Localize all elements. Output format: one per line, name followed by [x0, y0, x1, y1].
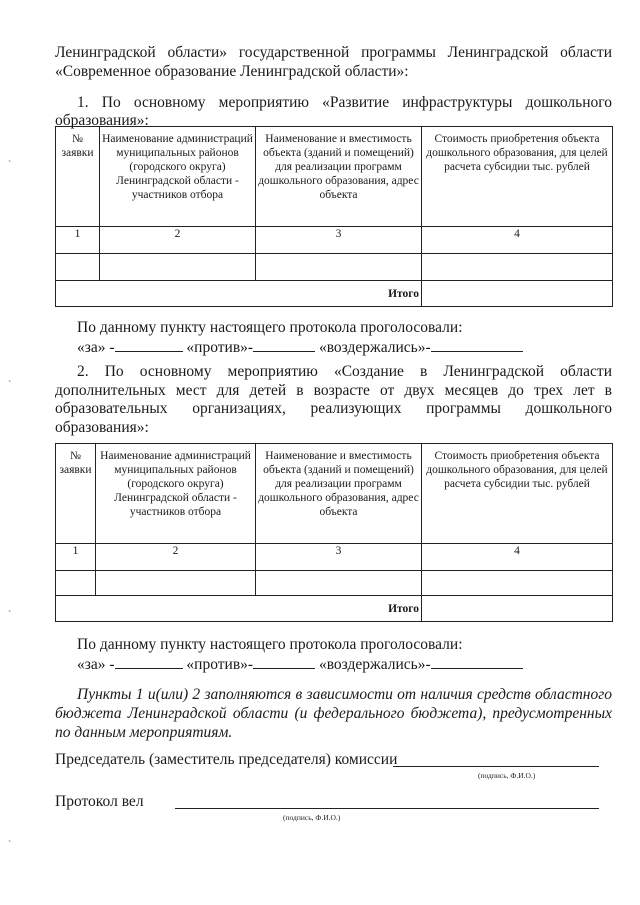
total-label: Итого: [56, 281, 422, 307]
protocol-signature-line[interactable]: [175, 808, 599, 809]
column-number-2: 2: [100, 227, 256, 254]
section2-heading-cont-3: образования»:: [55, 419, 149, 436]
table-cell: [56, 571, 96, 596]
table-cell: [422, 571, 613, 596]
vote-for-label: «за» -: [77, 339, 115, 356]
scan-mark: `: [8, 840, 12, 851]
vote-line-2: [77, 654, 523, 674]
vote-abstained-label: «воздержались»-: [318, 339, 431, 356]
vote-against-blank[interactable]: [253, 654, 315, 669]
note: Пункты 1 и(или) 2 заполняются в зависимости от наличия средств областного бюджета Ленинградской области (и федерального бюджета), предусмотренных по данным мероприятиям.: [55, 686, 612, 741]
total-value: [422, 281, 613, 307]
vote-intro-2: По данному пункту настоящего протокола проголосовали:: [77, 636, 463, 653]
section2-heading: 2. По основному мероприятию «Создание в Ленинградской области: [77, 363, 612, 380]
table-cell: [56, 254, 100, 281]
header-object-name: Наименование и вместимость объекта (зданий и помещений) для реализации программ дошкольного образования, адрес объекта: [256, 127, 422, 227]
vote-for-label: «за» -: [77, 656, 115, 673]
table-1-empty-row: [56, 254, 613, 281]
table-2-total-row: [56, 596, 613, 622]
column-number-4: 4: [422, 227, 613, 254]
table-cell: [256, 571, 422, 596]
section1-heading-cont: образования»:: [55, 112, 149, 129]
vote-against-blank[interactable]: [253, 337, 315, 352]
table-cell: [96, 571, 256, 596]
table-1-header-row: [56, 127, 613, 227]
table-2-empty-row: [56, 571, 613, 596]
chairman-label: Председатель (заместитель председателя) комиссии: [55, 751, 398, 768]
vote-against-label: «против»-: [186, 339, 254, 356]
total-value: [422, 596, 613, 622]
intro-line-2: «Современное образование Ленинградской области»:: [55, 63, 409, 80]
header-administration-name: Наименование администраций муниципальных районов (городского округа) Ленинградской области - участников отбора: [96, 444, 256, 544]
vote-line-1: [77, 337, 523, 357]
table-2: [55, 443, 613, 622]
vote-against-label: «против»-: [186, 656, 254, 673]
table-cell: [100, 254, 256, 281]
vote-abstained-label: «воздержались»-: [318, 656, 431, 673]
table-cell: [256, 254, 422, 281]
protocol-caption: (подпись, Ф.И.О.): [283, 813, 341, 822]
column-number-3: 3: [256, 227, 422, 254]
total-label: Итого: [56, 596, 422, 622]
chairman-caption: (подпись, Ф.И.О.): [478, 771, 536, 780]
column-number-1: 1: [56, 544, 96, 571]
section2-heading-cont-2: образовательных организациях, реализующих программы дошкольного: [55, 400, 612, 417]
header-application-number: № заявки: [56, 444, 96, 544]
vote-abstained-blank[interactable]: [431, 654, 523, 669]
column-number-3: 3: [256, 544, 422, 571]
scan-mark: `: [8, 380, 12, 391]
column-number-2: 2: [96, 544, 256, 571]
vote-abstained-blank[interactable]: [431, 337, 523, 352]
header-cost: Стоимость приобретения объекта дошкольного образования, для целей расчета субсидии тыс. рублей: [422, 127, 613, 227]
column-number-4: 4: [422, 544, 613, 571]
column-number-1: 1: [56, 227, 100, 254]
intro-line-1: Ленинградской области» государственной программы Ленинградской области: [55, 44, 612, 61]
section1-heading: 1. По основному мероприятию «Развитие инфраструктуры дошкольного: [77, 94, 612, 111]
table-1: [55, 126, 613, 307]
header-cost: Стоимость приобретения объекта дошкольного образования, для целей расчета субсидии тыс. рублей: [422, 444, 613, 544]
header-object-name: Наименование и вместимость объекта (зданий и помещений) для реализации программ дошкольного образования, адрес объекта: [256, 444, 422, 544]
vote-for-blank[interactable]: [115, 337, 183, 352]
table-2-number-row: [56, 544, 613, 571]
header-application-number: № заявки: [56, 127, 100, 227]
header-administration-name: Наименование администраций муниципальных районов (городского округа) Ленинградской области - участников отбора: [100, 127, 256, 227]
scan-mark: `: [8, 610, 12, 621]
table-1-number-row: [56, 227, 613, 254]
protocol-label: Протокол вел: [55, 793, 144, 810]
table-1-total-row: [56, 281, 613, 307]
vote-for-blank[interactable]: [115, 654, 183, 669]
table-2-header-row: [56, 444, 613, 544]
section2-heading-cont-1: дополнительных мест для детей в возрасте от двух месяцев до трех лет в: [55, 382, 612, 399]
vote-intro-1: По данному пункту настоящего протокола проголосовали:: [77, 319, 463, 336]
scan-mark: `: [8, 160, 12, 171]
chairman-signature-line[interactable]: [393, 766, 599, 767]
table-cell: [422, 254, 613, 281]
